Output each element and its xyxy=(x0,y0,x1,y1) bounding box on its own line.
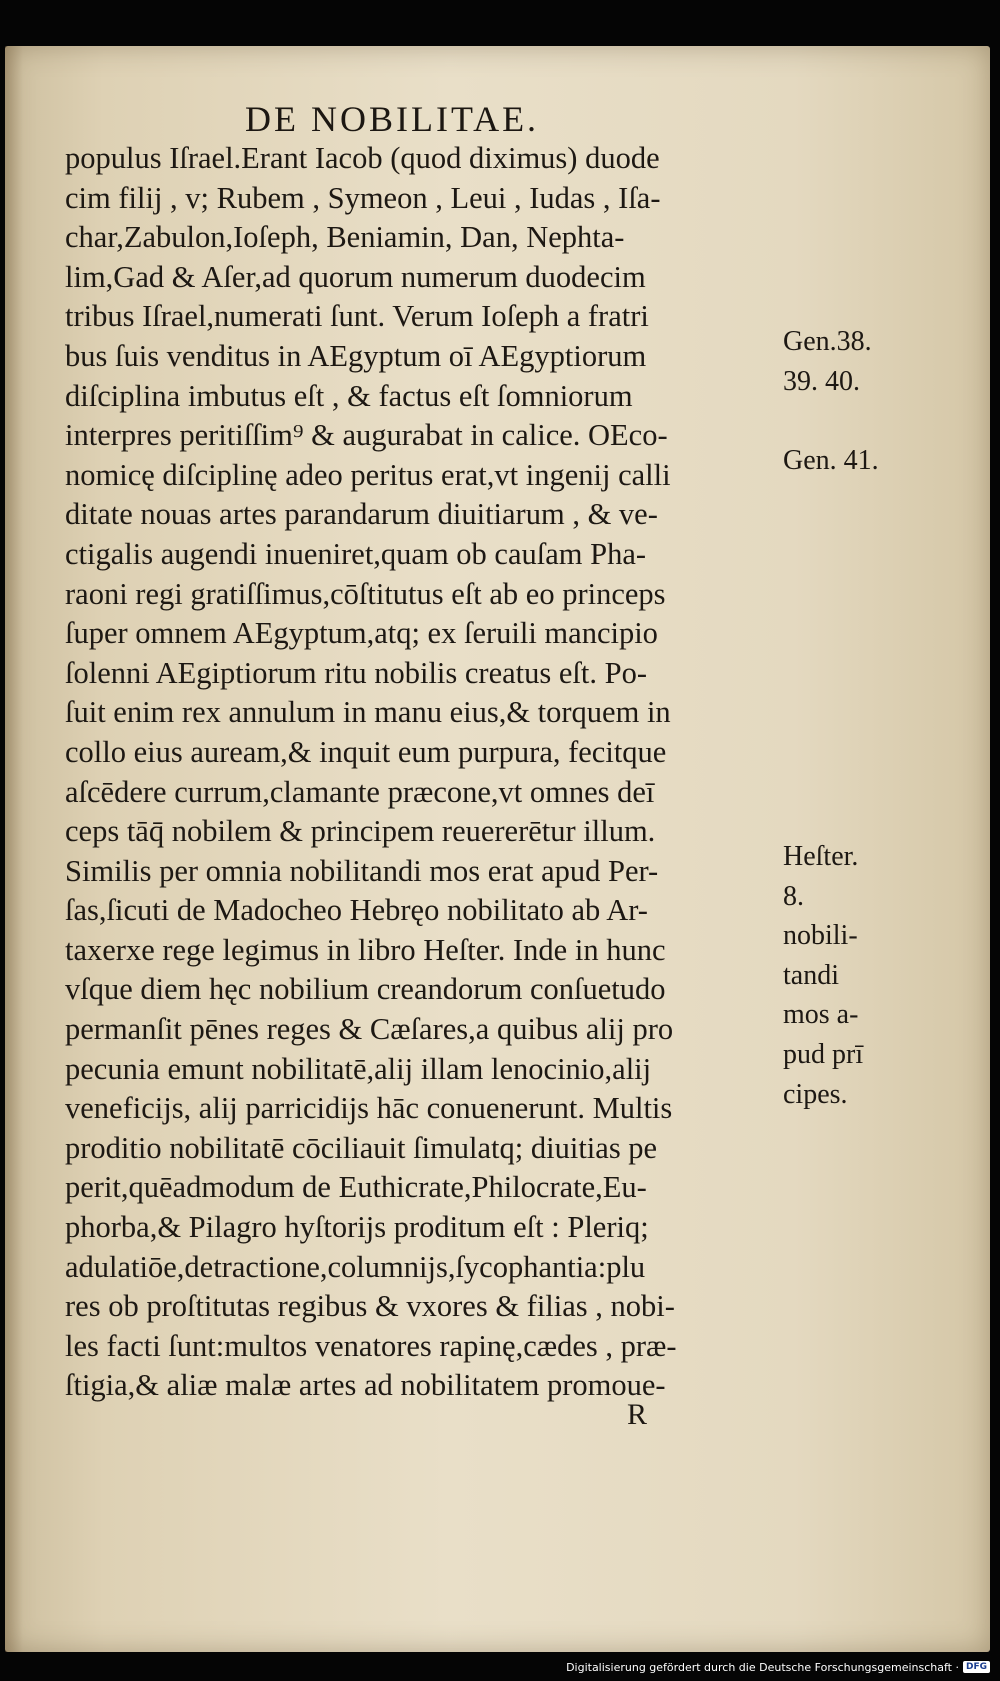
text-line: raoni regi gratiſſimus,cōſtitutus eſt ab eo princeps xyxy=(65,576,666,611)
text-line: pecunia emunt nobilitatē,alij illam lenocinio,alij xyxy=(65,1051,652,1086)
margin-note-gen39-40: 39. 40. xyxy=(783,366,860,397)
text-line: collo eius auream,& inquit eum purpura, fecitque xyxy=(65,734,667,769)
text-line: adulatiōe,detractione,columnijs,ſycophantia:plu xyxy=(65,1249,646,1284)
text-line: phorba,& Pilagro hyſtorijs proditum eſt : Pleriq; xyxy=(65,1210,649,1245)
text-line: perit,quēadmodum de Euthicrate,Philocrate,Eu- xyxy=(65,1170,647,1205)
text-line: ſtigia,& aliæ malæ artes ad nobilitatem promoue- xyxy=(65,1368,666,1403)
margin-note-line: mos a- xyxy=(783,999,859,1031)
text-line: taxerxe rege legimus in libro Heſter. Inde in hunc xyxy=(65,932,666,967)
margin-note-line: pud prī xyxy=(783,1038,864,1070)
margin-note-hester xyxy=(783,837,903,1114)
text-line: les facti ſunt:multos venatores rapinę,cædes , præ- xyxy=(65,1328,677,1363)
text-line: ctigalis augendi inueniret,quam ob cauſam Pha- xyxy=(65,536,647,571)
text-line: populus Iſrael.Erant Iacob (quod diximus) duode xyxy=(65,141,660,175)
running-header: DE NOBILITAE. xyxy=(245,99,540,139)
text-line: Similis per omnia nobilitandi mos erat apud Per- xyxy=(65,853,659,888)
margin-note-line: tandi xyxy=(783,959,839,991)
text-line: veneficijs, alij parricidijs hāc conuenerunt. Multis xyxy=(65,1091,673,1126)
text-line: tribus Iſrael,numerati ſunt. Verum Ioſeph a fratri xyxy=(65,299,649,334)
body-text xyxy=(65,139,785,1406)
text-line: ſuper omnem AEgyptum,atq; ex ſeruili mancipio xyxy=(65,616,658,651)
text-line: permanſit pēnes reges & Cæſares,a quibus alij pro xyxy=(65,1012,674,1047)
text-line: ditate nouas artes parandarum diuitiarum , & ve- xyxy=(65,497,658,532)
dfg-logo-icon: DFG xyxy=(963,1661,990,1673)
text-line: ſolenni AEgiptiorum ritu nobilis creatus eſt. Po- xyxy=(65,655,647,690)
text-line: char,Zabulon,Ioſeph, Beniamin, Dan, Nephta- xyxy=(65,220,625,255)
margin-note-line: cipes. xyxy=(783,1078,848,1110)
text-line: res ob proſtitutas regibus & vxores & filias , nobi- xyxy=(65,1289,675,1324)
margin-note-line: Heſter. xyxy=(783,841,859,872)
margin-note-line: nobili- xyxy=(783,920,858,952)
text-line: diſciplina imbutus eſt , & factus eſt ſomniorum xyxy=(65,378,633,413)
funding-credit: Digitalisierung gefördert durch die Deutsche Forschungsgemeinschaft · xyxy=(566,1660,959,1674)
margin-note-gen41: Gen. 41. xyxy=(783,445,879,476)
text-line: ſas,ſicuti de Madocheo Hebręo nobilitato ab Ar- xyxy=(65,893,648,928)
text-line: cim filij , v; Rubem , Symeon , Leui , Iudas , Iſa- xyxy=(65,180,661,215)
text-line: interpres peritiſſim⁹ & augurabat in calice. OEco- xyxy=(65,418,668,453)
text-line: lim,Gad & Aſer,ad quorum numerum duodecim xyxy=(65,259,646,294)
text-line: vſque diem hęc nobilium creandorum conſuetudo xyxy=(65,972,666,1007)
text-line: ſuit enim rex annulum in manu eius,& torquem in xyxy=(65,695,671,730)
catchword: R xyxy=(627,1398,648,1431)
text-line: ceps tāq̄ nobilem & principem reuererētur illum. xyxy=(65,814,656,849)
text-line: bus ſuis venditus in AEgyptum oī AEgyptiorum xyxy=(65,338,647,373)
margin-note-gen38: Gen.38. xyxy=(783,326,872,357)
text-line: nomicę diſciplinę adeo peritus erat,vt ingenij calli xyxy=(65,457,671,492)
footer-bar xyxy=(566,1657,990,1677)
text-line: aſcēdere currum,clamante præcone,vt omnes deī xyxy=(65,774,655,809)
book-page xyxy=(5,46,990,1652)
margin-note-line: 8. xyxy=(783,880,804,912)
text-line: proditio nobilitatē cōciliauit ſimulatq; diuitias pe xyxy=(65,1130,658,1165)
